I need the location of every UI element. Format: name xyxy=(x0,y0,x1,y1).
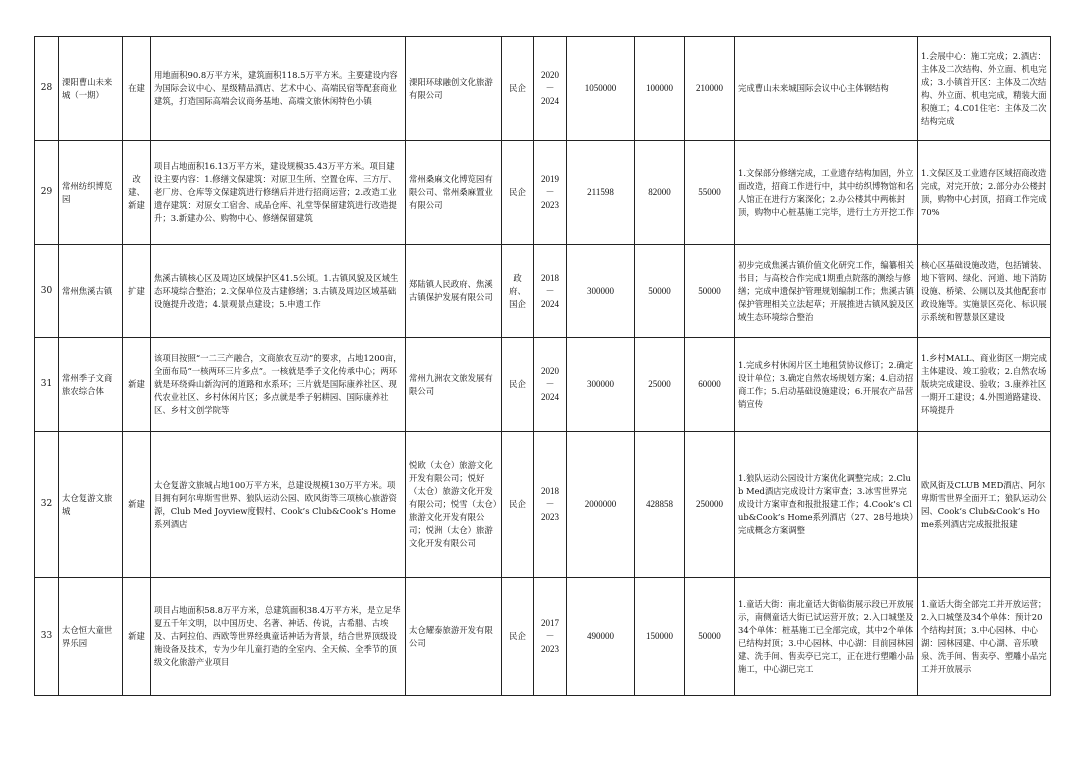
progress-text: 1.狼队运动公园设计方案优化调整完成；2.Club Med酒店完成设计方案审查；3.冰雪世界完成设计方案审查和报批报建工作；4.Cook’s Club&Cook’s Home系列酒店（27、28号地块）完成概念方案调整 xyxy=(735,432,918,578)
enterprise-nature: 民企 xyxy=(502,432,534,578)
annual-investment: 210000 xyxy=(685,37,735,141)
row-number: 28 xyxy=(35,37,59,141)
progress-text: 1.文保部分修缮完成，工业遗存结构加固，外立面改造，招商工作进行中，其中纺织博物馆和名人馆正在进行方案深化；2.办公楼其中两栋封顶，购物中心桩基施工完毕，进行土方开挖工作 xyxy=(735,141,918,245)
project-owner: 常州九洲农文旅发展有限公司 xyxy=(406,338,502,432)
construction-type: 新建 xyxy=(123,432,151,578)
progress-text: 1.童话大街：南北童话大街临街展示段已开放展示，南侧童话大街已试运营开放；2.入口城堡及34个单体：桩基施工已全部完成，其中2个单体已结构封顶；3.中心园林、中心湖：目前园林园建、洗手间、售卖亭已完工，正在进行塑雕小品施工，中心湖已完工 xyxy=(735,578,918,696)
project-name: 常州纺织博览园 xyxy=(59,141,123,245)
annual-target: 核心区基础设施改造，包括铺装、地下管网、绿化、河道、地下消防设施、桥梁、公厕以及其他配套市政设施等。实施景区亮化、标识展示系统和智慧景区建设 xyxy=(918,245,1051,338)
table-row xyxy=(35,338,1051,432)
enterprise-nature: 民企 xyxy=(502,37,534,141)
construction-type: 新建 xyxy=(123,338,151,432)
row-number: 33 xyxy=(35,578,59,696)
annual-target: 1.乡村MALL、商业街区一期完成主体建设、竣工验收；2.自然农场版块完成建设、验收；3.康养社区一期开工建设；4.外围道路建设、环境提升 xyxy=(918,338,1051,432)
project-name: 常州季子文商旅农综合体 xyxy=(59,338,123,432)
construction-period: 2018－2023 xyxy=(534,432,567,578)
annual-target: 1.文保区及工业遗存区域招商改造完成，对完开放；2.部分办公楼封顶，购物中心封顶，招商工作完成70% xyxy=(918,141,1051,245)
total-investment: 490000 xyxy=(567,578,635,696)
progress-text: 1.完成乡村休闲片区土地租赁协议修订；2.确定设计单位；3.确定自然农场规划方案；4.启动招商工作；5.启动基础设施建设；6.开展农产品营销宣传 xyxy=(735,338,918,432)
construction-type: 在建 xyxy=(123,37,151,141)
table-row xyxy=(35,37,1051,141)
annual-investment: 250000 xyxy=(685,432,735,578)
row-number: 31 xyxy=(35,338,59,432)
row-number: 30 xyxy=(35,245,59,338)
enterprise-nature: 民企 xyxy=(502,141,534,245)
project-table xyxy=(34,36,1051,696)
project-content: 焦溪古镇核心区及周边区域保护区41.5公顷。1.古镇风貌及区域生态环境综合整治；2.文保单位及古建修缮；3.古镇及周边区域基础设施提升改造；4.景观景点建设；5.申遗工作 xyxy=(151,245,406,338)
row-number: 32 xyxy=(35,432,59,578)
annual-investment: 55000 xyxy=(685,141,735,245)
progress-text: 完成曹山未来城国际会议中心主体钢结构 xyxy=(735,37,918,141)
cumulative-investment: 25000 xyxy=(635,338,685,432)
total-investment: 1050000 xyxy=(567,37,635,141)
project-owner: 常州桑麻文化博览园有限公司、常州桑麻置业有限公司 xyxy=(406,141,502,245)
project-name: 太仓复游文旅城 xyxy=(59,432,123,578)
construction-period: 2020－2024 xyxy=(534,37,567,141)
construction-period: 2018－2024 xyxy=(534,245,567,338)
table-row xyxy=(35,578,1051,696)
cumulative-investment: 100000 xyxy=(635,37,685,141)
enterprise-nature: 民企 xyxy=(502,338,534,432)
table-row xyxy=(35,141,1051,245)
construction-type: 扩建 xyxy=(123,245,151,338)
construction-period: 2020－2024 xyxy=(534,338,567,432)
total-investment: 211598 xyxy=(567,141,635,245)
cumulative-investment: 150000 xyxy=(635,578,685,696)
project-owner: 溧阳环球融创文化旅游有限公司 xyxy=(406,37,502,141)
enterprise-nature: 民企 xyxy=(502,578,534,696)
total-investment: 300000 xyxy=(567,338,635,432)
project-content: 用地面积90.8万平方米，建筑面积118.5万平方米。主要建设内容为国际会议中心、星级精品酒店、艺术中心、高端民宿等配套商业建筑，打造国际高端会议商务基地、高端文旅休闲特色小镇 xyxy=(151,37,406,141)
construction-type: 改建、新建 xyxy=(123,141,151,245)
enterprise-nature: 政府、国企 xyxy=(502,245,534,338)
project-content: 该项目按照“一二三产融合，文商旅农互动”的要求，占地1200亩，全面布局“一核两环三片多点”。一核就是季子文化传承中心；两环就是环绕舜山新沟河的道路和水系环；三片就是国际康养社区、现代农业社区、乡村休闲片区；多点就是季子躬耕园、国际康养社区、乡村文创学院等 xyxy=(151,338,406,432)
progress-text: 初步完成焦溪古镇价值文化研究工作，编纂相关书目；与高校合作完成1期重点院落的测绘与修缮；完成申遗保护管理规划编制工作；焦溪古镇保护管理相关立法起草；开展推进古镇风貌及区域生态环境综合整治 xyxy=(735,245,918,338)
table-row xyxy=(35,432,1051,578)
project-content: 太仓复游文旅城占地100万平方米，总建设规模130万平方米。项目拥有阿尔卑斯雪世界、狼队运动公园、欧风街等三项核心旅游资源，Club Med Joyview度假村、Cook’s Club&Cook’s Home系列酒店 xyxy=(151,432,406,578)
total-investment: 2000000 xyxy=(567,432,635,578)
project-name: 常州焦溪古镇 xyxy=(59,245,123,338)
project-content: 项目占地面积16.13万平方米，建设规模35.43万平方米。项目建设主要内容：1.修缮文保建筑：对原卫生所、空置仓库、三方厅、老厂房、仓库等文保建筑进行修缮后并进行招商运营；2.改造工业遗存建筑：对原女工宿舍、成品仓库、礼堂等保留建筑进行改造提升；3.新建办公、购物中心、修缮保留建筑 xyxy=(151,141,406,245)
project-content: 项目占地面积58.8万平方米，总建筑面积38.4万平方米，是立足华夏五千年文明，以中国历史、名著、神话、传说，古希腊、古埃及、古阿拉伯、西欧等世界经典童话神话为背景，结合世界顶级设施设备及技术，专为少年儿童打造的全室内、全天候、全季节的顶级文化旅游产业项目 xyxy=(151,578,406,696)
cumulative-investment: 428858 xyxy=(635,432,685,578)
row-number: 29 xyxy=(35,141,59,245)
annual-investment: 60000 xyxy=(685,338,735,432)
project-owner: 太仓耀泰旅游开发有限公司 xyxy=(406,578,502,696)
annual-investment: 50000 xyxy=(685,245,735,338)
construction-period: 2017－2023 xyxy=(534,578,567,696)
table-row xyxy=(35,245,1051,338)
annual-target: 1.童话大街全部完工并开放运营；2.入口城堡及34个单体：预计20个结构封顶；3.中心园林、中心湖：园林园建、中心湖、音乐喷泉、洗手间、售卖亭、塑雕小品完工并开放展示 xyxy=(918,578,1051,696)
annual-target: 欧风街及CLUB MED酒店、阿尔卑斯雪世界全面开工；狼队运动公园、Cook’s Club&Cook’s Home系列酒店完成报批报建 xyxy=(918,432,1051,578)
cumulative-investment: 82000 xyxy=(635,141,685,245)
project-name: 太仓恒大童世界乐园 xyxy=(59,578,123,696)
annual-investment: 50000 xyxy=(685,578,735,696)
construction-period: 2019－2023 xyxy=(534,141,567,245)
cumulative-investment: 50000 xyxy=(635,245,685,338)
project-owner: 郑陆镇人民政府、焦溪古镇保护发展有限公司 xyxy=(406,245,502,338)
annual-target: 1.会展中心：施工完成；2.酒店：主体及二次结构、外立面、机电完成；3.小镇首开区：主体及二次结构、外立面、机电完成，精装大面积施工；4.C01住宅：主体及二次结构完成 xyxy=(918,37,1051,141)
project-owner: 悦欧（太仓）旅游文化开发有限公司；悦好（太仓）旅游文化开发有限公司；悦雪（太仓）旅游文化开发有限公司；悦洲（太仓）旅游文化开发有限公司 xyxy=(406,432,502,578)
construction-type: 新建 xyxy=(123,578,151,696)
project-name: 溧阳曹山未来城（一期） xyxy=(59,37,123,141)
total-investment: 300000 xyxy=(567,245,635,338)
